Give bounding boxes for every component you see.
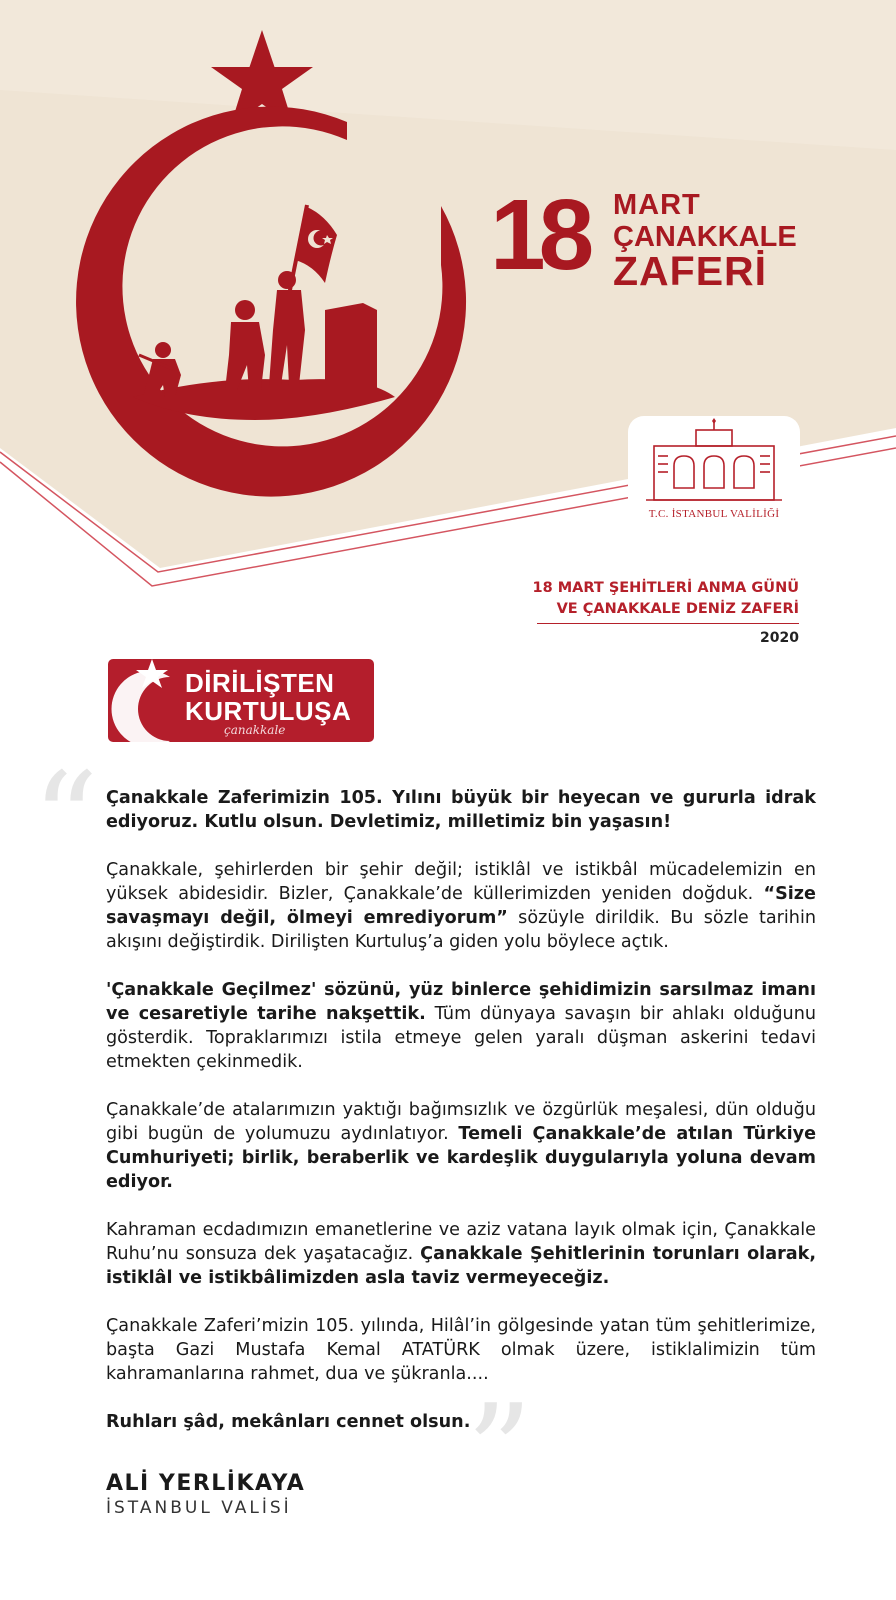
event-place: ÇANAKKALE xyxy=(613,221,797,253)
commemoration-year: 2020 xyxy=(760,630,799,646)
badge-line-2: KURTULUŞA xyxy=(185,696,352,726)
commemoration-line-1: 18 MART ŞEHİTLERİ ANMA GÜNÜ xyxy=(532,580,799,596)
badge-script: çanakkale xyxy=(224,723,286,737)
event-victory: ZAFERİ xyxy=(613,248,768,294)
logo-caption: T.C. İSTANBUL VALİLİĞİ xyxy=(648,508,780,520)
divider xyxy=(537,623,799,624)
crescent-star-soldiers-emblem xyxy=(55,25,475,505)
paragraph-6: Çanakkale Zaferi’mizin 105. yılında, Hilâl’in gölgesinde yatan tüm şehitlerimize, başta Gazi Mustafa Kemal ATATÜRK olmak üzere, istiklalimizin tüm kahramanlarına rahmet, dua ve şükranla.... xyxy=(106,1316,816,1384)
paragraph-5: Kahraman ecdadımızın emanetlerine ve aziz vatana layık olmak için, Çanakkale Ruhu’nu sonsuza dek yaşatacağız. Çanakkale Şehitlerinin torunları olarak, istiklâl ve istikbâlimizden asla taviz vermeyeceğiz. xyxy=(106,1220,816,1288)
commemoration-heading xyxy=(439,578,799,646)
event-title xyxy=(490,179,830,315)
istanbul-valiligi-logo xyxy=(628,416,800,528)
paragraph-2: Çanakkale, şehirlerden bir şehir değil; istiklâl ve istikbâl mücadelemizin en yüksek abidesidir. Bizler, Çanakkale’de küllerimizden yeniden doğduk. “Size savaşmayı değil, ölmeyi emrediyorum” sözüyle dirildik. Bu sözle tarihin akışını değiştirdik. Dirilişten Kurtuluş’a giden yolu böylece açtık. xyxy=(106,860,816,952)
badge-line-1: DİRİLİŞTEN xyxy=(185,668,335,698)
event-day-number: 18 xyxy=(490,179,588,291)
event-month: MART xyxy=(613,189,701,221)
paragraph-7: Ruhları şâd, mekânları cennet olsun. xyxy=(106,1412,471,1432)
signature-name: ALİ YERLİKAYA xyxy=(106,1471,306,1496)
paragraph-1: Çanakkale Zaferimizin 105. Yılını büyük bir heyecan ve gururla idrak ediyoruz. Kutlu olsun. Devletimiz, milletimiz bin yaşasın! xyxy=(106,788,816,832)
paragraph-4: Çanakkale’de atalarımızın yaktığı bağımsızlık ve özgürlük meşalesi, dün olduğu gibi bugün de yolumuzu aydınlatıyor. Temeli Çanakkale’de atılan Türkiye Cumhuriyeti; birlik, beraberlik ve kardeşlik duygularıyla yoluna devam ediyor. xyxy=(106,1100,817,1192)
commemoration-line-2: VE ÇANAKKALE DENİZ ZAFERİ xyxy=(556,601,799,617)
close-quote-icon: ” xyxy=(466,1376,533,1528)
paragraph-3: 'Çanakkale Geçilmez' sözünü, yüz binlerce şehidimizin sarsılmaz imanı ve cesaretiyle tarihe nakşettik. Tüm dünyaya savaşın bir ahlakı olduğunu gösterdik. Topraklarımızı istila etmeye gelen yaralı düşman askerini tedavi etmekten çekinmedik. xyxy=(106,980,817,1072)
signature-title: İSTANBUL VALİSİ xyxy=(106,1498,292,1518)
dirilisten-kurtulusa-badge xyxy=(108,659,374,742)
message-body xyxy=(106,786,816,1458)
signature xyxy=(106,1471,305,1518)
header-banner xyxy=(0,0,896,600)
open-quote-icon: “ xyxy=(32,744,99,896)
building-icon xyxy=(628,416,800,506)
